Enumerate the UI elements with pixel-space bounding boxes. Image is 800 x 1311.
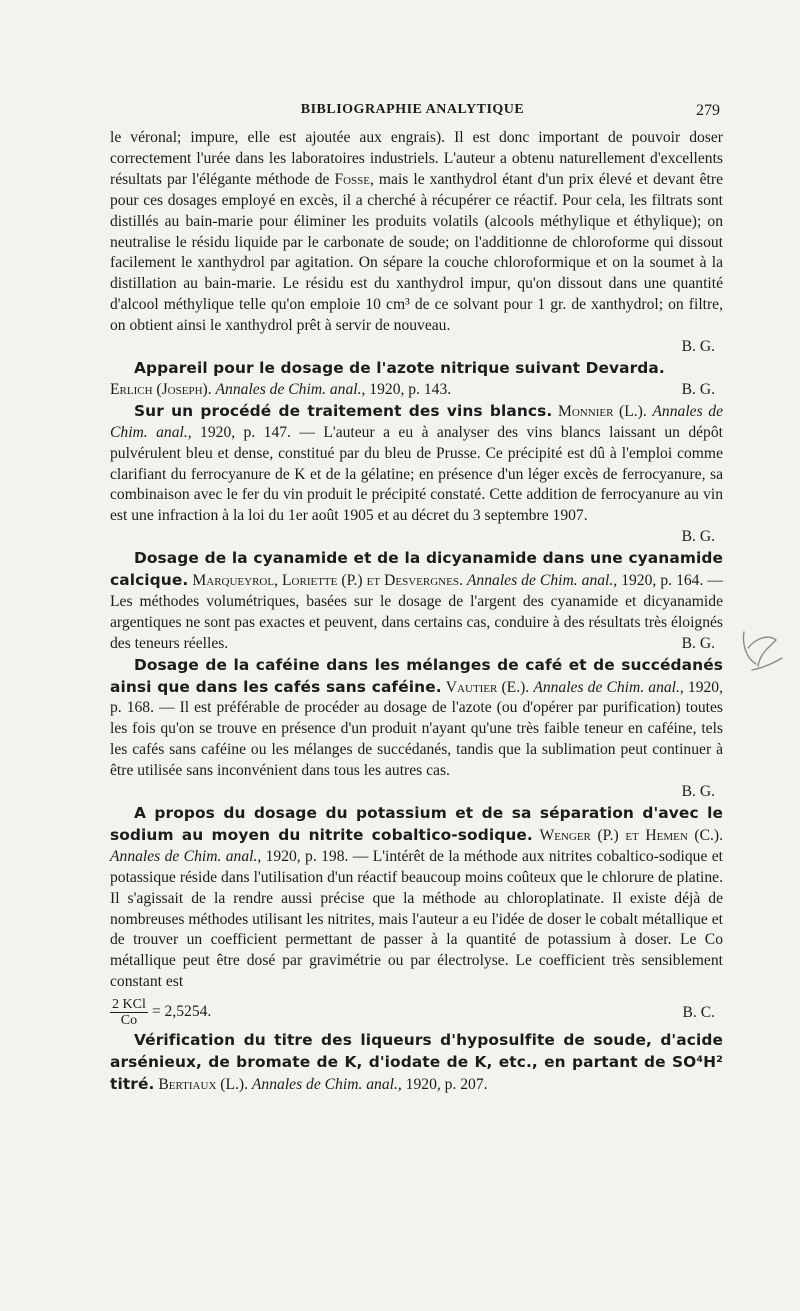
entry-journal: Annales de Chim. anal.: [215, 380, 362, 398]
page-number: 279: [696, 102, 720, 119]
entry-1: [110, 358, 723, 401]
coefficient-formula: [110, 997, 723, 1028]
entry-authors: Monnier (L.).: [558, 402, 647, 420]
entry-body: — Il est préférable de procéder au dosage de l'azote (ou d'opérer par purification) toutes les fois qu'on se trouve en présence d'un produit n'ayant qu'une très faible teneur en caféine, tels les cafés sans caféine ou les mélanges de succédanés, tandis que la sublimation peut continuer à être utilisée sans inconvénient dans tous les autres cas.: [110, 699, 724, 780]
entry-body: — Les méthodes volumétriques, basées sur le dosage de l'argent des cyanamide et dicyanamide argentiques ne sont pas exactes et peuvent, dans certains cas, conduire à des résultats très éloignés des teneurs réelles.: [110, 572, 723, 652]
entry-ref: , 1920, p. 207.: [397, 1075, 488, 1093]
entry-6: [110, 1030, 723, 1096]
fraction: [110, 997, 148, 1028]
entry-body: — L'intérêt de la méthode aux nitrites cobaltico-sodique et potassique réside dans l'utilisation d'un réactif beaucoup moins coûteux que le chlorure de platine. Il s'agissait de la rendre aussi précise que la méthode au chloroplatinate. Il existe déjà de nombreuses méthodes utilisant les nitrites, mais l'auteur a eu l'idée de doser le cobalt métallique et de trouver un coefficient permettant de passer à la quantité de potassium à doser. Le Co métallique peut être dosé par gravimétrie ou par électrolyse. Le coefficient très sensiblement constant est: [110, 847, 723, 991]
signature: B. G.: [681, 380, 715, 398]
signature: B. G.: [681, 528, 715, 546]
entry-authors: Erlich (Joseph).: [110, 380, 212, 398]
signature: B. G.: [681, 338, 715, 356]
entry-4: [110, 655, 723, 782]
entry-journal: Annales de Chim. anal.: [110, 847, 258, 865]
entry-ref: , 1920, p. 147.: [187, 423, 291, 441]
entry-authors: Marqueyrol, Loriette (P.) et Desvergnes.: [192, 572, 463, 590]
author-name: Fosse: [334, 170, 371, 188]
entry-3: [110, 548, 723, 655]
intro-paragraph: le véronal; impure, elle est ajoutée aux engrais). Il est donc important de pouvoir doser correctement l'urée dans les laboratoires industriels. L'auteur a obtenu naturellement d'excellents résultats par l'élégante méthode de Fosse, mais le xanthydrol étant d'un prix élevé et devant être pour ces dosages employé en excès, il a cherché à récupérer ce réactif. Pour cela, les filtrats sont distillés au bain-marie pour éliminer les produits volatils (alcools méthylique et éthylique); on neutralise le résidu liquide par le carbonate de soude; on l'additionne de chloroforme qui dissout facilement le xanthydrol par agitation. On sépare la couche chloroformique et on la soumet à la distillation au bain-marie. Le résidu est du xanthydrol impur, qu'on dissout dans une quantité d'alcool méthylique telle qu'on emploie 10 cm³ de ce solvant pour 1 gr. de xanthydrol; on filtre, on obtient ainsi le xanthydrol prêt à servir de nouveau.: [110, 129, 723, 335]
entry-authors: Wenger (P.) et Hemen (C.).: [539, 826, 724, 844]
entry-ref: , 1920, p. 168.: [110, 678, 723, 717]
signature: B. G.: [681, 634, 715, 652]
entry-title: Dosage de la cyanamide et de la dicyanamide dans une cyanamide calcique.: [110, 549, 723, 590]
entry-body: — L'auteur a eu à analyser des vins blancs laissant un dépôt pulvérulent bleu et dense, constitué par du bleu de Prusse. Ce précipité est dû à l'emploi comme clarifiant du ferrocyanure de K et de la gélatine; en présence d'un léger excès de ferrocyanure, sa combinaison avec le fer du vin produit le précipité constaté. Cette addition de ferrocyanure au vin est une infraction à la loi du 1er août 1905 et au décret du 3 septembre 1907.: [110, 423, 723, 525]
signature: B. G.: [681, 783, 715, 801]
entry-journal: Annales de Chim. anal.: [533, 678, 680, 696]
entry-ref: , 1920, p. 143.: [361, 380, 452, 398]
entry-title: Sur un procédé de traitement des vins blancs.: [134, 401, 553, 420]
entry-title: Dosage de la caféine dans les mélanges de café et de succédanés ainsi que dans les cafés sans caféine.: [110, 655, 723, 696]
entry-title: Vérification du titre des liqueurs d'hyposulfite de soude, d'acide arsénieux, de bromate de K, d'iodate de K, etc., en partant de SO⁴H² titré.: [110, 1031, 723, 1093]
entry-5: [110, 803, 723, 993]
body-text: [110, 128, 723, 1096]
entry-authors: Vautier (E.).: [445, 678, 530, 696]
entry-title: A propos du dosage du potassium et de sa séparation d'avec le sodium au moyen du nitrite cobaltico-sodique.: [110, 804, 723, 844]
running-head: BIBLIOGRAPHIE ANALYTIQUE: [300, 102, 525, 117]
entry-2: [110, 401, 723, 527]
handwritten-margin-mark-icon: [738, 618, 788, 678]
formula-value: = 2,5254.: [151, 1003, 212, 1021]
fraction-numerator: 2 KCl: [112, 997, 146, 1013]
entry-journal: Annales de Chim. anal.: [251, 1075, 398, 1093]
entry-authors: Bertiaux (L.).: [158, 1075, 248, 1093]
entry-journal: Annales de Chim. anal.: [466, 572, 614, 590]
signature: B. C.: [682, 1004, 715, 1022]
page-header: [105, 102, 720, 126]
fraction-denominator: Co: [120, 1013, 138, 1029]
entry-ref: , 1920, p. 164.: [613, 572, 704, 590]
entry-journal: Annales de Chim. anal.: [110, 402, 723, 441]
entry-title: Appareil pour le dosage de l'azote nitrique suivant Devarda.: [134, 358, 665, 377]
entry-ref: , 1920, p. 198.: [257, 847, 349, 865]
